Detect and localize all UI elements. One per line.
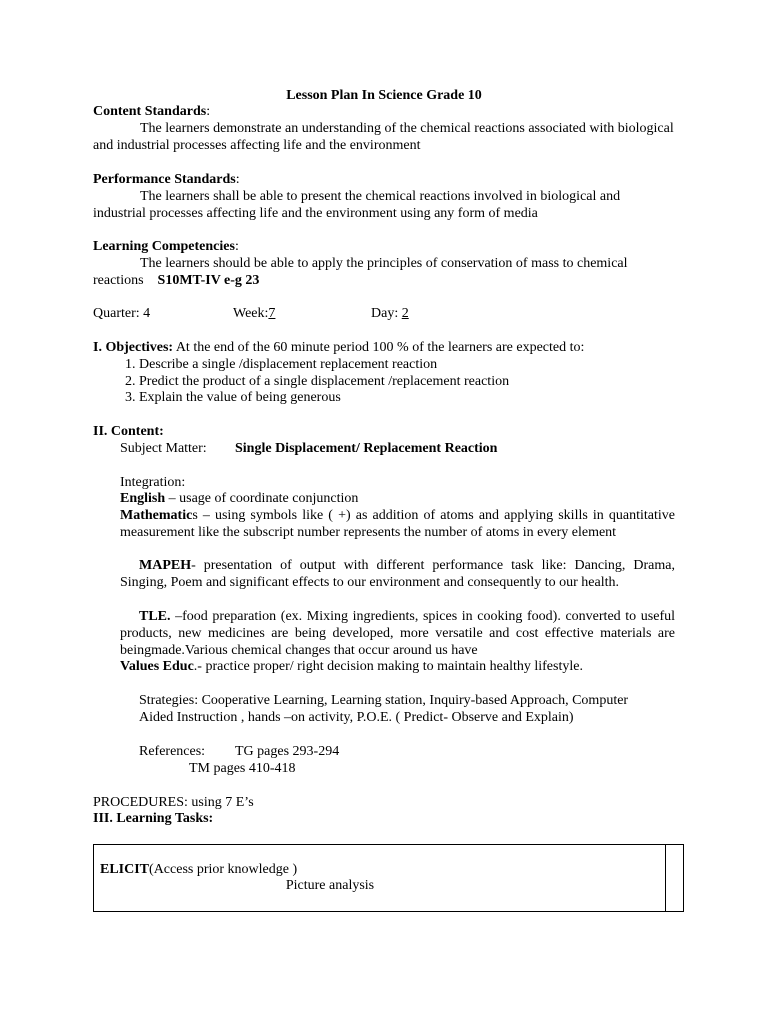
objective-item: 1. Describe a single /displacement replacement reaction xyxy=(139,357,675,374)
integration-mapeh xyxy=(120,558,675,592)
subject-matter-value: Single Displacement/ Replacement Reaction xyxy=(235,441,498,456)
week-label: Week: xyxy=(233,306,269,321)
tle-text: –food preparation (ex. Mixing ingredients, spices in cooking food). converted to useful products, new medicines are being developed, more versatile and cost effective materials are beingmade.Various chemical changes that occur around us have xyxy=(120,609,675,658)
english-text: – usage of coordinate conjunction xyxy=(165,491,359,506)
day-label: Day: xyxy=(371,306,402,321)
math-label: Mathematic xyxy=(120,508,193,523)
performance-standards-text: The learners shall be able to present the chemical reactions involved in biological and industrial processes affecting life and the environment using any form of media xyxy=(93,188,621,221)
elicit-cell xyxy=(100,862,297,879)
procedures-line: PROCEDURES: using 7 E’s xyxy=(93,795,254,810)
competency-code: S10MT-IV e-g 23 xyxy=(157,272,260,288)
tg-pages: TG pages 293-294 xyxy=(235,744,340,759)
content-heading: II. Content: xyxy=(93,424,164,439)
mapeh-label: MAPEH xyxy=(139,558,192,573)
learning-competencies-colon: : xyxy=(234,239,239,254)
integration-english xyxy=(120,491,675,508)
objective-item: 3. Explain the value of being generous xyxy=(139,390,675,407)
performance-standards-heading: Performance Standards xyxy=(93,172,236,187)
integration-tle xyxy=(120,609,675,659)
subject-matter-label: Subject Matter: xyxy=(120,441,207,456)
learning-tasks-heading: III. Learning Tasks: xyxy=(93,811,214,826)
references-label: References: xyxy=(139,744,206,759)
content-standards-section xyxy=(93,104,675,154)
content-standards-text: The learners demonstrate an understanding of the chemical reactions associated with biological and industrial processes affecting life and the environment xyxy=(93,120,674,153)
learning-competencies-section xyxy=(93,239,675,289)
english-label: English xyxy=(120,491,166,506)
objectives-list xyxy=(93,357,675,407)
elicit-label: ELICIT xyxy=(100,862,150,877)
objectives-section xyxy=(93,340,675,407)
table-divider xyxy=(665,845,666,911)
picture-analysis-label: Picture analysis xyxy=(285,878,375,893)
references-line xyxy=(139,744,639,761)
elicit-table xyxy=(93,844,684,912)
mapeh-text: - presentation of output with different performance task like: Dancing, Drama, Singing, Poem and significant effects to our environment and consequently to our health. xyxy=(120,558,675,590)
strategies-text: Strategies: Cooperative Learning, Learning station, Inquiry-based Approach, Computer Aided Instruction , hands –on activity, P.O.E. ( Predict- Observe and Explain) xyxy=(139,693,629,725)
tm-pages: TM pages 410-418 xyxy=(189,761,296,776)
objective-item: 2. Predict the product of a single displacement /replacement reaction xyxy=(139,374,675,391)
week-value: 7 xyxy=(268,306,276,321)
math-text: s – using symbols like ( +) as addition of atoms and applying skills in quantitative measurement like the subscript number represents the number of atoms in every element xyxy=(120,508,675,540)
tle-label: TLE. xyxy=(139,609,171,624)
objectives-heading: I. Objectives: xyxy=(93,340,174,355)
content-standards-heading: Content Standards xyxy=(93,104,207,119)
elicit-text: (Access prior knowledge ) xyxy=(149,862,298,877)
performance-standards-section xyxy=(93,172,675,222)
values-label: Values Educ xyxy=(120,659,194,674)
learning-competencies-text: The learners should be able to apply the principles of conservation of mass to chemical reactions xyxy=(93,255,628,288)
objectives-intro: At the end of the 60 minute period 100 % of the learners are expected to: xyxy=(173,340,585,355)
day-value: 2 xyxy=(401,306,409,321)
learning-competencies-heading: Learning Competencies xyxy=(93,239,235,254)
integration-label: Integration: xyxy=(120,475,186,490)
performance-standards-colon: : xyxy=(235,172,240,187)
content-standards-colon: : xyxy=(206,104,211,119)
values-text: .- practice proper/ right decision making to maintain healthy lifestyle. xyxy=(193,659,583,674)
quarter-label: Quarter: 4 xyxy=(93,306,151,321)
integration-math xyxy=(120,508,675,542)
integration-values xyxy=(120,659,675,676)
page-title: Lesson Plan In Science Grade 10 xyxy=(286,88,482,103)
subject-matter-line xyxy=(120,441,675,458)
